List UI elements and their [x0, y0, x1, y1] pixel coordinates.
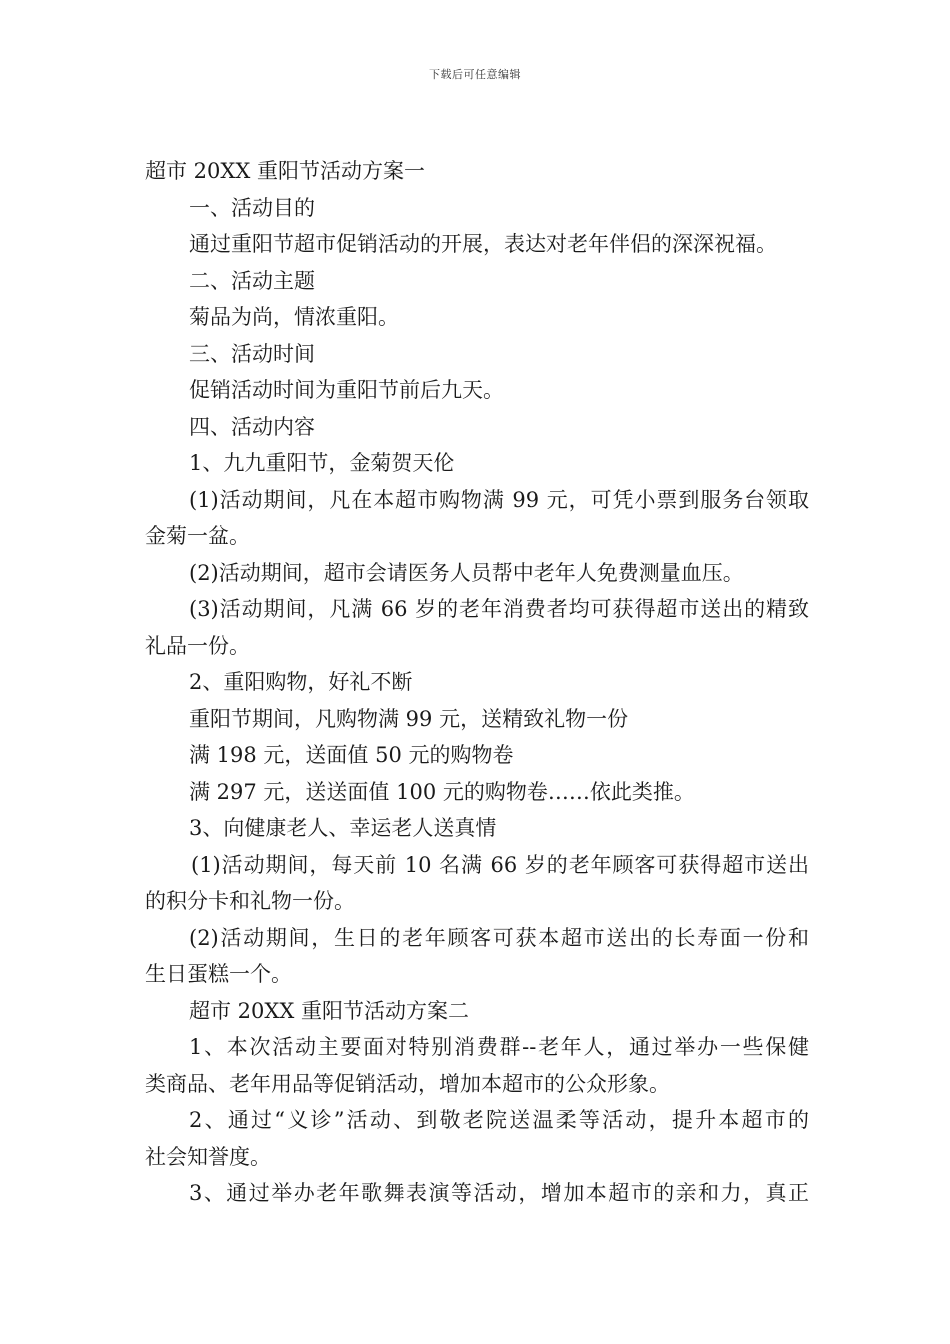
document-line: 满 198 元，送面值 50 元的购物卷 — [189, 743, 514, 767]
document-line: 1、本次活动主要面对特别消费群--老年人，通过举办一些保健 — [189, 1035, 809, 1059]
document-line: 促销活动时间为重阳节前后九天。 — [189, 378, 504, 402]
document-line: 金菊一盆。 — [145, 524, 250, 548]
document-line: 三、活动时间 — [189, 341, 315, 366]
page-header: 下载后可任意编辑 — [429, 68, 521, 81]
document-line: 生日蛋糕一个。 — [145, 962, 292, 986]
document-line: 二、活动主题 — [189, 268, 315, 293]
document-line: (1)活动期间，每天前 10 名满 66 岁的老年顾客可获得超市送出 — [191, 852, 809, 877]
document-line: 一、活动目的 — [189, 195, 315, 220]
document-line: (3)活动期间，凡满 66 岁的老年消费者均可获得超市送出的精致 — [189, 597, 809, 621]
document-line: (2)活动期间，生日的老年顾客可获本超市送出的长寿面一份和 — [189, 925, 809, 950]
document-line: 超市 20XX 重阳节活动方案一 — [145, 159, 425, 183]
document-line: 超市 20XX 重阳节活动方案二 — [189, 998, 469, 1023]
document-line: 2、通过“义诊”活动、到敬老院送温柔等活动，提升本超市的 — [189, 1108, 809, 1132]
document-line: (2)活动期间，超市会请医务人员帮中老年人免费测量血压。 — [189, 560, 744, 585]
document-line: 3、向健康老人、幸运老人送真情 — [189, 816, 497, 840]
document-line: 类商品、老年用品等促销活动，增加本超市的公众形象。 — [145, 1071, 670, 1096]
document-line: 2、重阳购物，好礼不断 — [189, 670, 413, 694]
document-line: 3、通过举办老年歌舞表演等活动，增加本超市的亲和力，真正 — [189, 1181, 809, 1205]
document-line: 社会知誉度。 — [145, 1144, 271, 1169]
document-line: 重阳节期间，凡购物满 99 元，送精致礼物一份 — [189, 706, 629, 731]
document-line: 菊品为尚，情浓重阳。 — [189, 305, 399, 329]
document-line: 四、活动内容 — [189, 414, 315, 439]
document-line: 礼品一份。 — [145, 633, 250, 658]
document-line: 的积分卡和礼物一份。 — [145, 889, 355, 913]
document-body — [145, 153, 809, 1212]
document-line: 1、九九重阳节，金菊贺天伦 — [189, 451, 455, 475]
document-line: 通过重阳节超市促销活动的开展，表达对老年伴侣的深深祝福。 — [189, 232, 777, 256]
document-line: 满 297 元，送送面值 100 元的购物卷……依此类推。 — [189, 779, 695, 804]
document-line: (1)活动期间，凡在本超市购物满 99 元，可凭小票到服务台领取 — [189, 487, 809, 512]
